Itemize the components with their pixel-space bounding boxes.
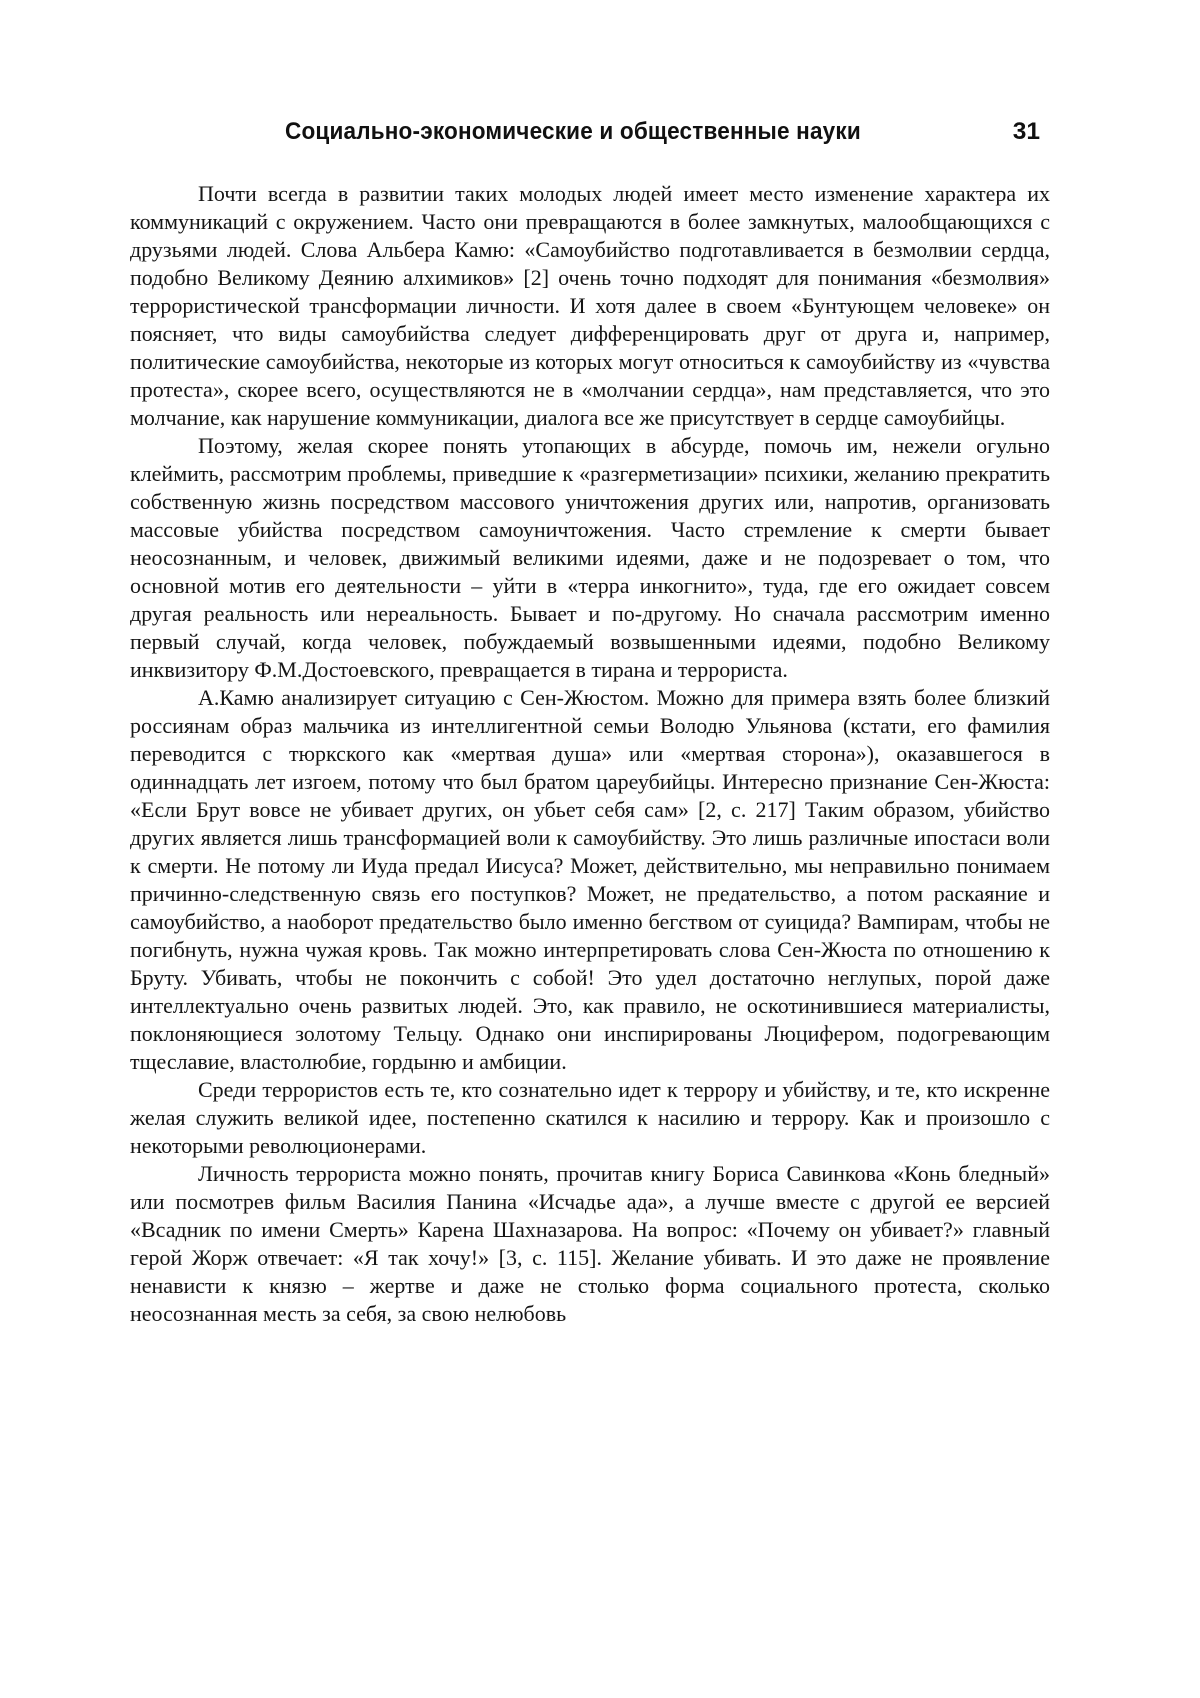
running-title: Социально-экономические и общественные науки	[285, 118, 861, 145]
paragraph-5: Личность террориста можно понять, прочитав книгу Бориса Савинкова «Конь бледный» или посмотрев фильм Василия Панина «Исчадье ада», а лучше вместе с другой ее версией «Всадник по имени Смерть» Карена Шахназарова. На вопрос: «Почему он убивает?» главный герой Жорж отвечает: «Я так хочу!» [3, с. 115]. Желание убивать. И это даже не проявление ненависти к князю – жертве и даже не столько форма социального протеста, сколько неосознанная месть за себя, за свою нелюбовь	[130, 1161, 1050, 1326]
paragraph-1: Почти всегда в развитии таких молодых людей имеет место изменение характера их коммуникаций с окружением. Часто они превращаются в более замкнутых, малообщающихся с друзьями людей. Слова Альбера Камю: «Самоубийство подготавливается в безмолвии сердца, подобно Великому Деянию алхимиков» [2] очень точно подходят для понимания «безмолвия» террористической трансформации личности. И хотя далее в своем «Бунтующем человеке» он поясняет, что виды самоубийства следует дифференцировать друг от друга и, например, политические самоубийства, некоторые из которых могут относиться к самоубийству из «чувства протеста», скорее всего, осуществляются не в «молчании сердца», нам представляется, что это молчание, как нарушение коммуникации, диалога все же присутствует в сердце самоубийцы.	[130, 181, 1050, 430]
paragraph-3: А.Камю анализирует ситуацию с Сен-Жюстом. Можно для примера взять более близкий россиянам образ мальчика из интеллигентной семьи Володю Ульянова (кстати, его фамилия переводится с тюркского как «мертвая душа» или «мертвая сторона»), оказавшегося в одиннадцать лет изгоем, потому что был братом цареубийцы. Интересно признание Сен-Жюста: «Если Брут вовсе не убивает других, он убьет себя сам» [2, с. 217] Таким образом, убийство других является лишь трансформацией воли к самоубийству. Это лишь различные ипостаси воли к смерти. Не потому ли Иуда предал Иисуса? Может, действительно, мы неправильно понимаем причинно-следственную связь его поступков? Может, не предательство, а потом раскаяние и самоубийство, а наоборот предательство было именно бегством от суицида? Вампирам, чтобы не погибнуть, нужна чужая кровь. Так можно интерпретировать слова Сен-Жюста по отношению к Бруту. Убивать, чтобы не покончить с собой! Это удел достаточно неглупых, порой даже интеллектуально очень развитых людей. Это, как правило, не оскотинившиеся материалисты, поклоняющиеся золотому Тельцу. Однако они инспирированы Люцифером, подогревающим тщеславие, властолюбие, гордыню и амбиции.	[130, 685, 1050, 1074]
running-header	[130, 118, 1050, 158]
page-number: 31	[1012, 118, 1040, 145]
body-text	[130, 180, 1050, 1328]
paragraph-2: Поэтому, желая скорее понять утопающих в абсурде, помочь им, нежели огульно клеймить, рассмотрим проблемы, приведшие к «разгерметизации» психики, желанию прекратить собственную жизнь посредством массового уничтожения других или, напротив, организовать массовые убийства посредством самоуничтожения. Часто стремление к смерти бывает неосознанным, и человек, движимый великими идеями, даже и не подозревает о том, что основной мотив его деятельности – уйти в «терра инкогнито», туда, где его ожидает совсем другая реальность или нереальность. Бывает и по-другому. Но сначала рассмотрим именно первый случай, когда человек, побуждаемый возвышенными идеями, подобно Великому инквизитору Ф.М.Достоевского, превращается в тирана и террориста.	[130, 433, 1050, 682]
paragraph-4: Среди террористов есть те, кто сознательно идет к террору и убийству, и те, кто искренне желая служить великой идее, постепенно скатился к насилию и террору. Как и произошло с некоторыми революционерами.	[130, 1077, 1050, 1158]
